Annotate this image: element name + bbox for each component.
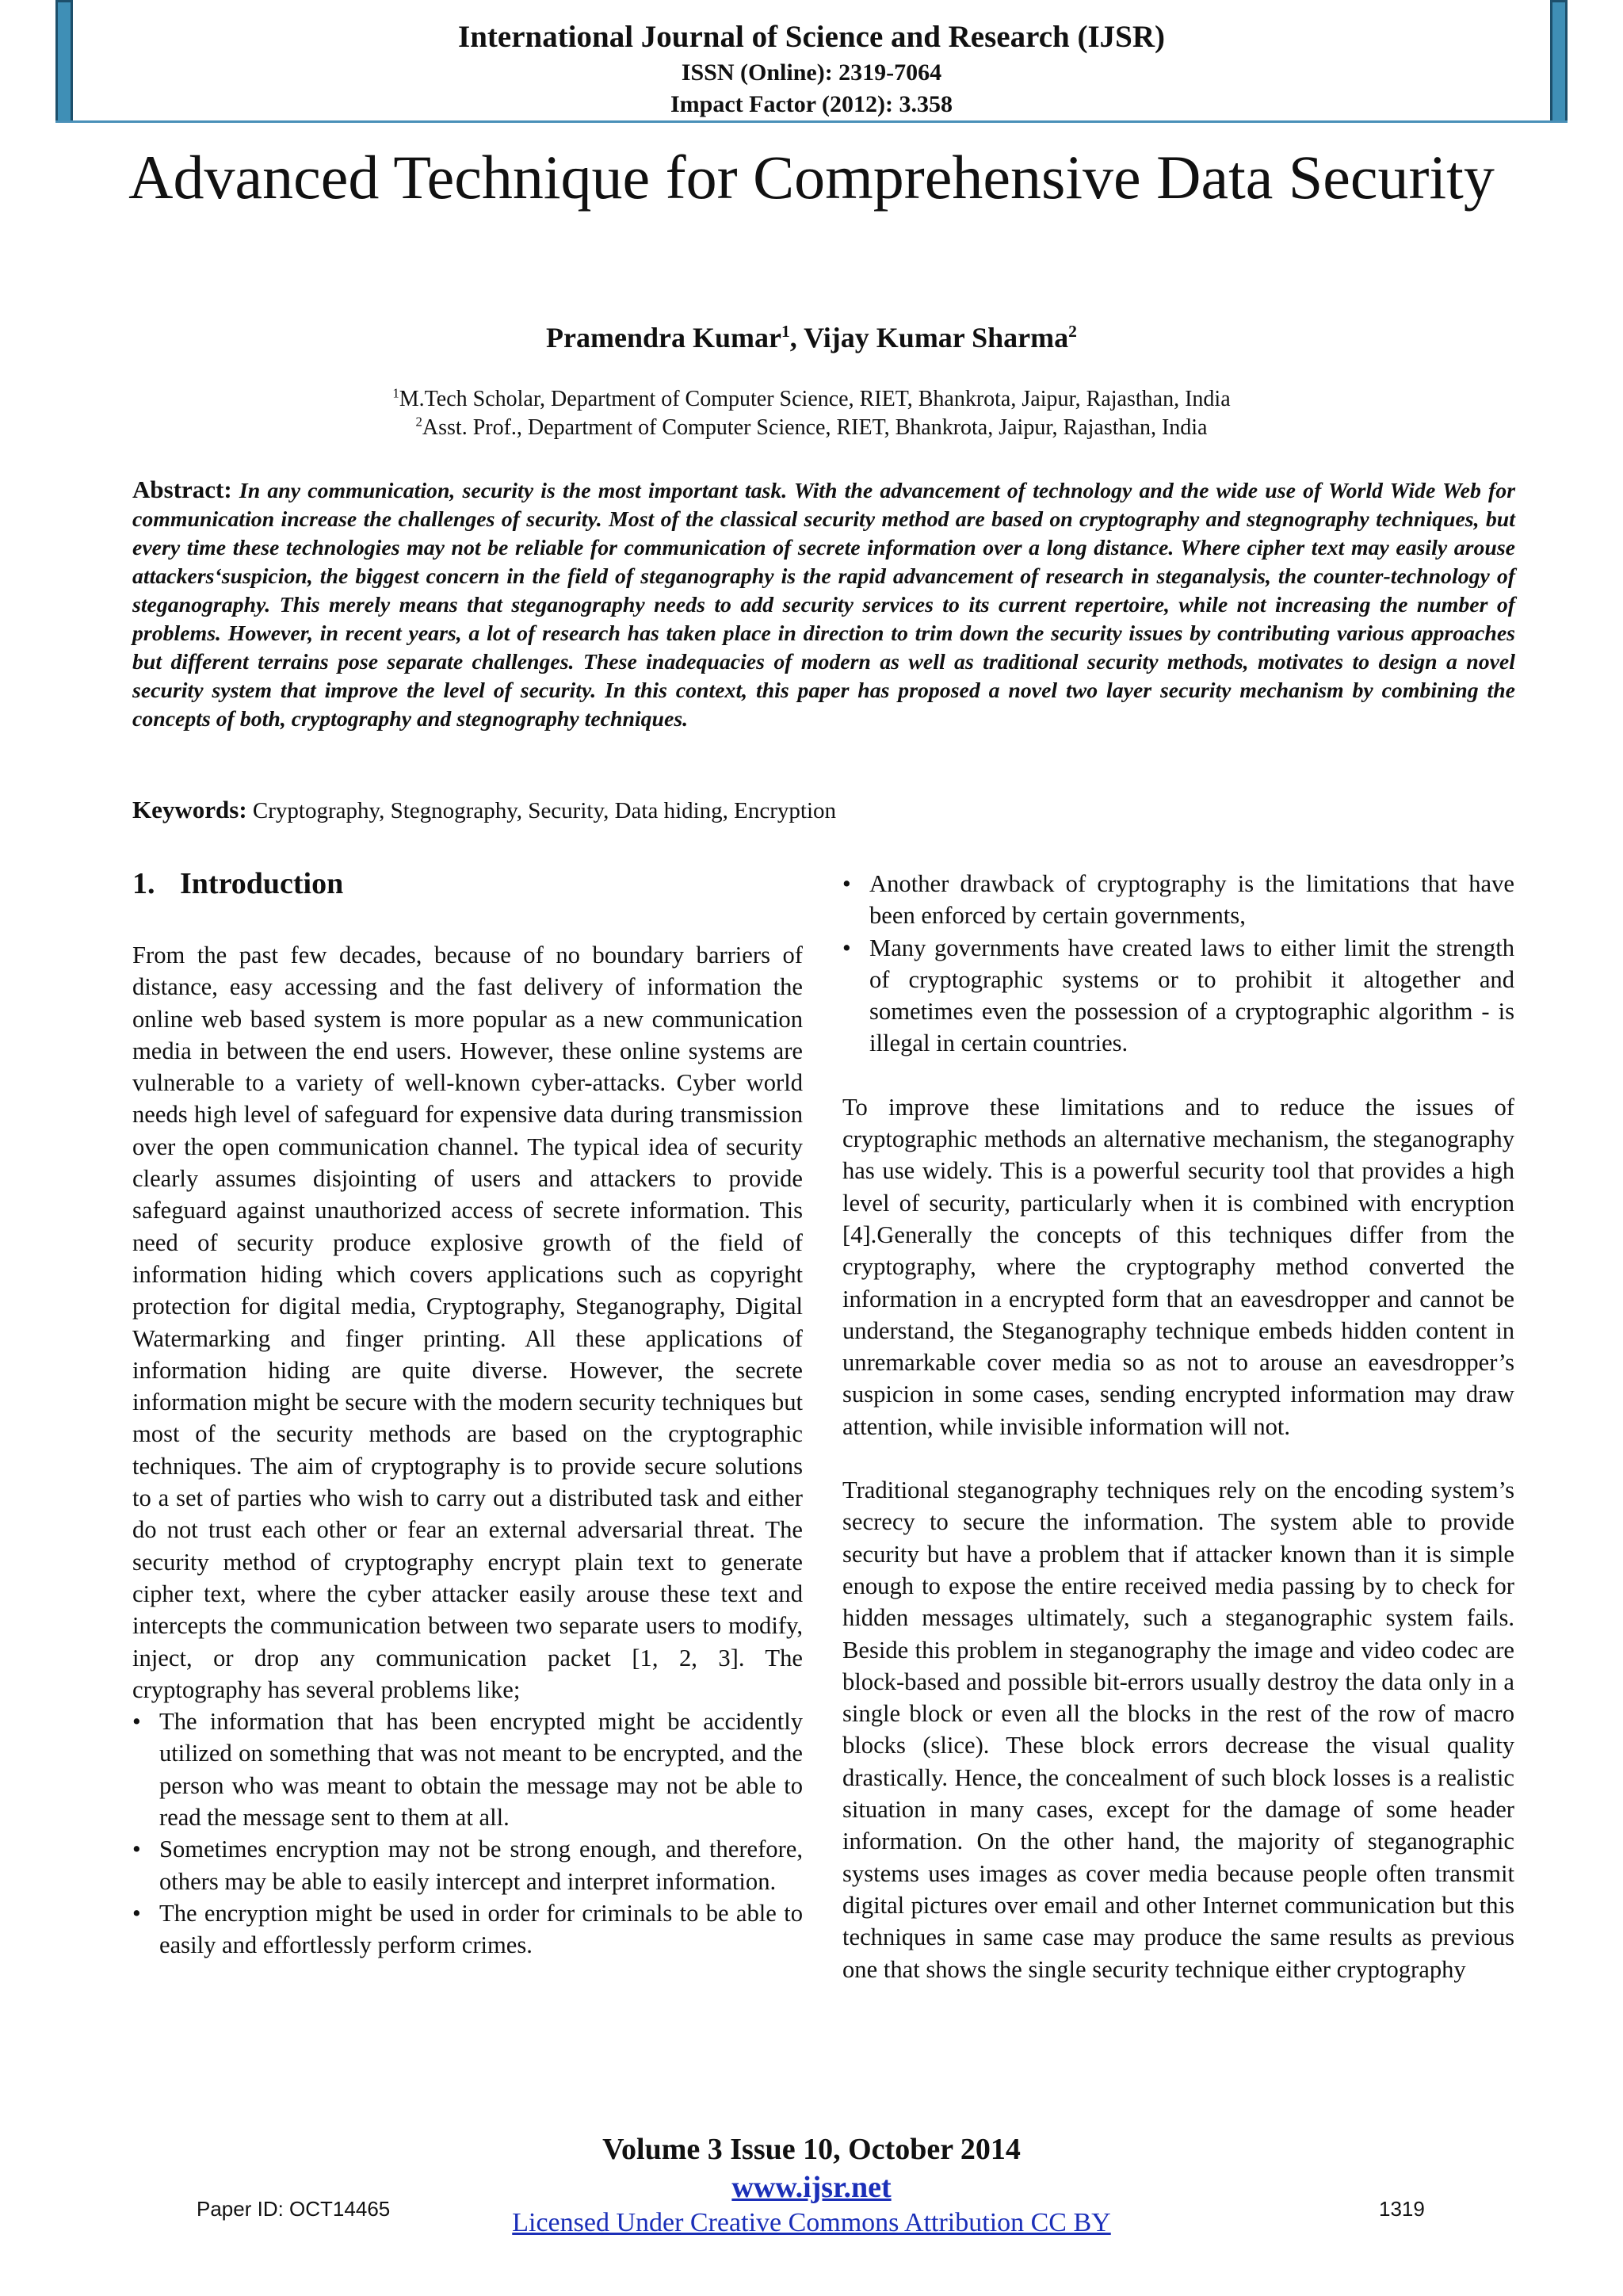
abstract	[132, 476, 1515, 734]
keywords-label: Keywords:	[132, 796, 247, 823]
bullet-icon: •	[132, 1836, 141, 1863]
author-name: Pramendra Kumar	[546, 322, 781, 353]
footer-paper-id: Paper ID: OCT14465	[197, 2197, 391, 2221]
paper-title: Advanced Technique for Comprehensive Data Security	[128, 143, 1495, 212]
intro-paragraph-2: To improve these limitations and to reduce the issues of cryptographic methods an alternative mechanism, the steganography has use widely. This is a powerful security tool that provides a high level of security, particularly when it is combined with encryption [4].Generally the concepts of this techniques differ from the cryptography, where the cryptography method converted the information in a encrypted form that an eavesdropper and cannot be understand, the Steganography technique embeds hidden content in unremarkable cover media so as not to arouse an eavesdropper’s suspicion in some cases, sending encrypted information may draw attention, while invisible information will not.	[842, 1093, 1514, 1440]
list-item-text: Many governments have created laws to either limit the strength of cryptographic systems or to prohibit it altogether and sometimes even the possession of a cryptographic algorithm - is illegal in certain countries.	[869, 934, 1514, 1057]
journal-impact-factor: Impact Factor (2012): 3.358	[670, 91, 953, 117]
bullet-icon: •	[842, 934, 851, 961]
journal-header	[0, 17, 1623, 120]
abstract-label: Abstract:	[132, 476, 232, 503]
intro-paragraph-3: Traditional steganography techniques rely on the encoding system’s secrecy to secure the information. The system able to provide security but have a problem that if attacker known than it is simple enough to expose the entire received media passing by to check for hidden messages ultimately, such a steganographic system fails. Beside this problem in steganography the image and video codec are block-based and possible bit-errors usually destroy the data only in a single block or even all the blocks in the rest of the row of macro blocks (slice). These block errors decrease the visual quality drastically. Hence, the concealment of such block losses is a realistic situation in many cases, except for the damage of some header information. On the other hand, the majority of steganographic systems uses images as cover media because people often transmit digital pictures over email and other Internet communication but this techniques in same case may produce the same results as previous one that shows the single security technique either cryptography	[842, 1477, 1514, 1983]
journal-name: International Journal of Science and Research (IJSR)	[458, 20, 1165, 54]
author-line	[0, 321, 1623, 354]
footer-website-link[interactable]: www.ijsr.net	[731, 2171, 892, 2204]
list-item-text: The encryption might be used in order for criminals to be able to easily and effortlessly perform crimes.	[159, 1899, 803, 1959]
paragraph-gap	[842, 1060, 1514, 1091]
bullet-icon: •	[842, 870, 851, 897]
bullet-icon: •	[132, 1899, 141, 1927]
list-item	[132, 1833, 803, 1897]
intro-paragraph-1: From the past few decades, because of no boundary barriers of distance, easy accessing and the fast delivery of information the online web based system is more popular as a new communication media in between the end users. However, these online systems are vulnerable to a variety of well-known cyber-attacks. Cyber world needs high level of safeguard for expensive data during transmission over the open communication channel. The typical idea of security clearly assumes disjointing of users and attackers to provide safeguard against unauthorized access of secrete information. This need of security produce explosive growth of the field of information hiding which covers applications such as copyright protection for digital media, Cryptography, Steganography, Digital Watermarking and finger printing. All these applications of information hiding are quite diverse. However, the secrete information might be secure with the modern security techniques but most of the security methods are based on the cryptographic techniques. The aim of cryptography is to provide secure solutions to a set of parties who wish to carry out a distributed task and either do not trust each other or fear an external adversarial threat. The security method of cryptography encrypt plain text to generate cipher text, where the cyber attacker easily arouse these text and intercepts the communication between two separate users to modify, inject, or drop any communication packet [1, 2, 3]. The cryptography has several problems like;	[132, 942, 803, 1703]
affiliation-1	[0, 387, 1623, 412]
section-heading	[132, 868, 803, 900]
section-number: 1.	[132, 867, 155, 900]
list-item-text: Another drawback of cryptography is the limitations that have been enforced by certain governments,	[869, 870, 1514, 930]
affiliation-2	[0, 415, 1623, 441]
footer-page-number: 1319	[1379, 2197, 1425, 2221]
section-title: Introduction	[180, 867, 344, 900]
footer-volume: Volume 3 Issue 10, October 2014	[602, 2133, 1021, 2166]
affiliation-sup: 1	[392, 385, 399, 401]
affiliation-text: M.Tech Scholar, Department of Computer Science, RIET, Bhankrota, Jaipur, Rajasthan, India	[399, 387, 1231, 411]
author-sup: 1	[781, 322, 790, 341]
author-sup: 2	[1068, 322, 1077, 341]
left-column	[132, 868, 803, 1962]
journal-issn: ISSN (Online): 2319-7064	[681, 59, 942, 86]
list-item	[842, 932, 1514, 1060]
bullet-icon: •	[132, 1708, 141, 1736]
author-separator: ,	[789, 322, 804, 353]
author-name: Vijay Kumar Sharma	[804, 322, 1069, 353]
keywords	[132, 796, 1515, 824]
right-column	[842, 868, 1514, 1985]
list-item	[842, 868, 1514, 932]
affiliation-sup: 2	[415, 414, 422, 430]
header-rule	[55, 120, 1568, 123]
keywords-text: Cryptography, Stegnography, Security, Data hiding, Encryption	[252, 798, 837, 823]
affiliation-text: Asst. Prof., Department of Computer Science, RIET, Bhankrota, Jaipur, Rajasthan, India	[422, 415, 1208, 440]
paragraph-gap	[842, 1442, 1514, 1474]
list-item	[132, 1897, 803, 1962]
footer-license-link[interactable]: Licensed Under Creative Commons Attribution CC BY	[512, 2208, 1111, 2237]
list-item	[132, 1706, 803, 1833]
list-item-text: The information that has been encrypted might be accidently utilized on something that was not meant to be encrypted, and the person who was meant to obtain the message may not be able to read the message sent to them at all.	[159, 1708, 803, 1832]
bullet-list-left	[132, 1706, 803, 1961]
list-item-text: Sometimes encryption may not be strong enough, and therefore, others may be able to easily intercept and interpret information.	[159, 1836, 803, 1895]
bullet-list-right	[842, 868, 1514, 1060]
abstract-text: In any communication, security is the most important task. With the advancement of technology and the wide use of World Wide Web for communication increase the challenges of security. Most of the classical security method are based on cryptography and stegnography techniques, but every time these technologies may not be reliable for communication of secrete information over a long distance. Where cipher text may easily arouse attackers‘suspicion, the biggest concern in the field of steganography is the rapid advancement of research in steganalysis, the counter-technology of steganography. This merely means that steganography needs to add security services to its current repertoire, while not increasing the number of problems. However, in recent years, a lot of research has taken place in direction to trim down the security issues by contributing various approaches but different terrains pose separate challenges. These inadequacies of modern as well as traditional security methods, motivates to design a novel security system that improve the level of security. In this context, this paper has proposed a novel two layer security mechanism by combining the concepts of both, cryptography and stegnography techniques.	[132, 479, 1516, 732]
